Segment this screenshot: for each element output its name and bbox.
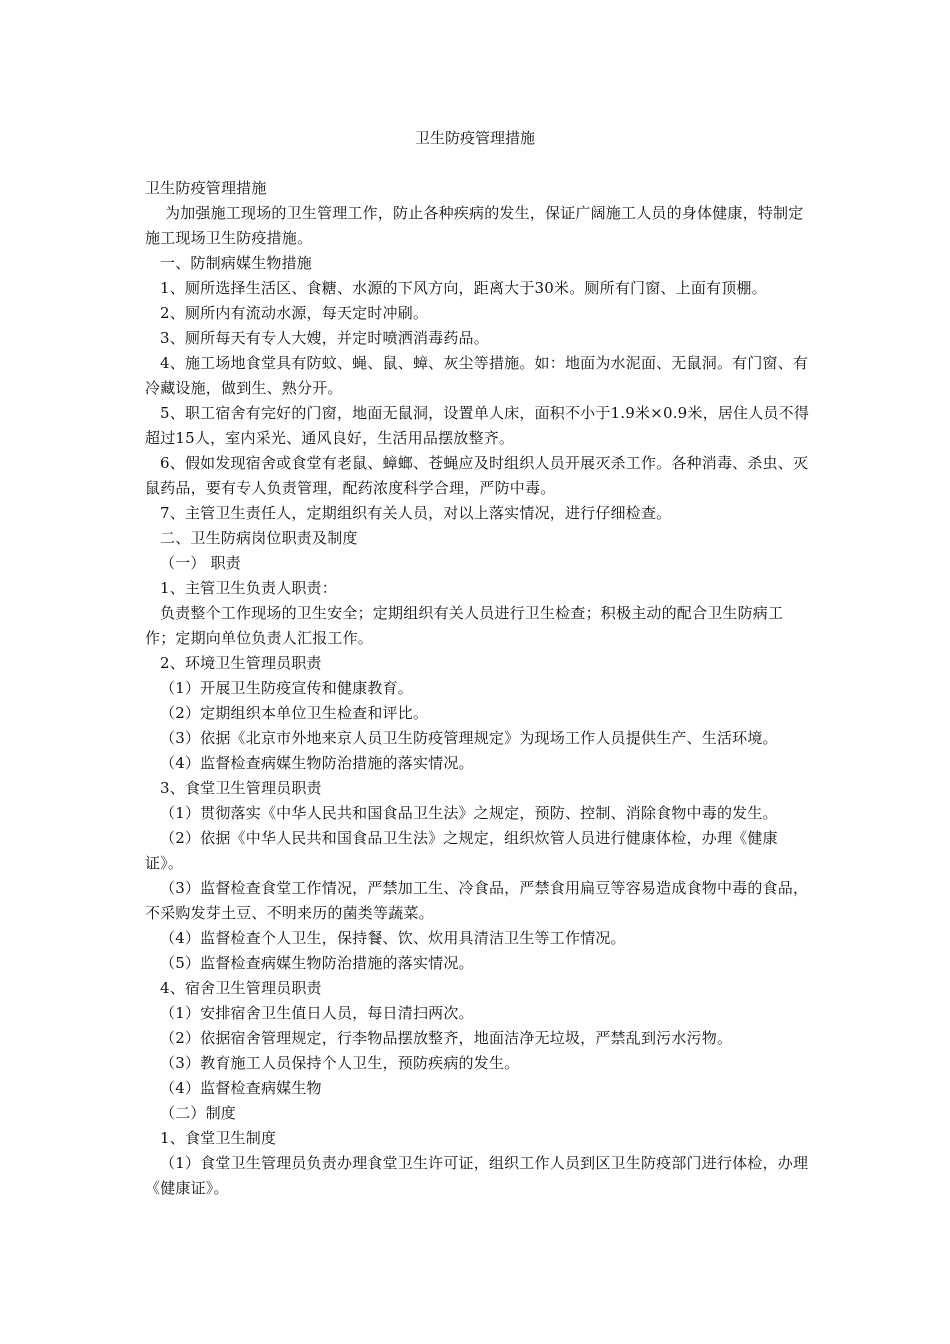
paragraph: （5）监督检查病媒生物防治措施的落实情况。 — [160, 954, 474, 972]
paragraph: （1）贯彻落实《中华人民共和国食品卫生法》之规定，预防、控制、消除食物中毒的发生。 — [160, 804, 778, 822]
paragraph: 二、卫生防病岗位职责及制度 — [160, 529, 358, 547]
paragraph: （4）监督检查病媒生物防治措施的落实情况。 — [160, 754, 474, 772]
paragraph: 2、厕所内有流动水源，每天定时冲刷。 — [160, 304, 429, 322]
paragraph: 3、食堂卫生管理员职责 — [160, 779, 322, 797]
document-title: 卫生防疫管理措施 — [414, 129, 535, 147]
paragraph: 6、假如发现宿舍或食堂有老鼠、蟑螂、苍蝇应及时组织人员开展灭杀工作。各种消毒、杀虫、灭鼠药品，要有专人负责管理，配药浓度科学合理，严防中毒。 — [145, 454, 809, 497]
paragraph: （3）依据《北京市外地来京人员卫生防疫管理规定》为现场工作人员提供生产、生活环境。 — [160, 729, 778, 747]
paragraph: （二）制度 — [160, 1104, 237, 1122]
paragraph: 3、厕所每天有专人大嫂，并定时喷洒消毒药品。 — [160, 329, 489, 347]
paragraph: 负责整个工作现场的卫生安全；定期组织有关人员进行卫生检查；积极主动的配合卫生防病工作；定期向单位负责人汇报工作。 — [145, 604, 784, 647]
paragraph: 5、职工宿舍有完好的门窗，地面无鼠洞，设置单人床，面积不小于1.9米×0.9米，居住人员不得超过15人，室内采光、通风良好，生活用品摆放整齐。 — [145, 404, 810, 447]
paragraph: 1、厕所选择生活区、食糖、水源的下风方向，距离大于30米。厕所有门窗、上面有顶棚。 — [160, 279, 767, 297]
paragraph: （2）依据《中华人民共和国食品卫生法》之规定，组织炊管人员进行健康体检，办理《健康证》。 — [145, 829, 778, 872]
paragraph: 1、主管卫生负责人职责： — [160, 579, 337, 597]
paragraph: 为加强施工现场的卫生管理工作，防止各种疾病的发生，保证广阔施工人员的身体健康，特制定施工现场卫生防疫措施。 — [145, 204, 804, 247]
document-body — [145, 176, 810, 1201]
paragraph: 1、食堂卫生制度 — [160, 1129, 277, 1147]
paragraph: （1）食堂卫生管理员负责办理食堂卫生许可证，组织工作人员到区卫生防疫部门进行体检，办理《健康证》。 — [145, 1154, 809, 1197]
paragraph: （2）定期组织本单位卫生检查和评比。 — [160, 704, 429, 722]
paragraph: 4、施工场地食堂具有防蚊、蝇、鼠、蟑、灰尘等措施。如：地面为水泥面、无鼠洞。有门窗、有冷藏设施，做到生、熟分开。 — [145, 354, 809, 397]
paragraph: 卫生防疫管理措施 — [145, 179, 267, 197]
paragraph: （4）监督检查个人卫生，保持餐、饮、炊用具清洁卫生等工作情况。 — [160, 929, 626, 947]
paragraph: （2）依据宿舍管理规定，行李物品摆放整齐，地面洁净无垃圾，严禁乱到污水污物。 — [160, 1029, 733, 1047]
paragraph: （一） 职责 — [160, 554, 241, 572]
paragraph: （1）安排宿舍卫生值日人员，每日清扫两次。 — [160, 1004, 474, 1022]
paragraph: （3）教育施工人员保持个人卫生，预防疾病的发生。 — [160, 1054, 520, 1072]
paragraph: （3）监督检查食堂工作情况，严禁加工生、冷食品，严禁食用扁豆等容易造成食物中毒的食品，不采购发芽土豆、不明来历的菌类等蔬菜。 — [145, 879, 809, 922]
paragraph: 2、环境卫生管理员职责 — [160, 654, 322, 672]
paragraph: 一、防制病媒生物措施 — [160, 254, 313, 272]
paragraph: （4）监督检查病媒生物 — [160, 1079, 322, 1097]
paragraph: （1）开展卫生防疫宣传和健康教育。 — [160, 679, 413, 697]
paragraph: 7、主管卫生责任人，定期组织有关人员，对以上落实情况，进行仔细检查。 — [160, 504, 672, 522]
paragraph: 4、宿舍卫生管理员职责 — [160, 979, 322, 997]
